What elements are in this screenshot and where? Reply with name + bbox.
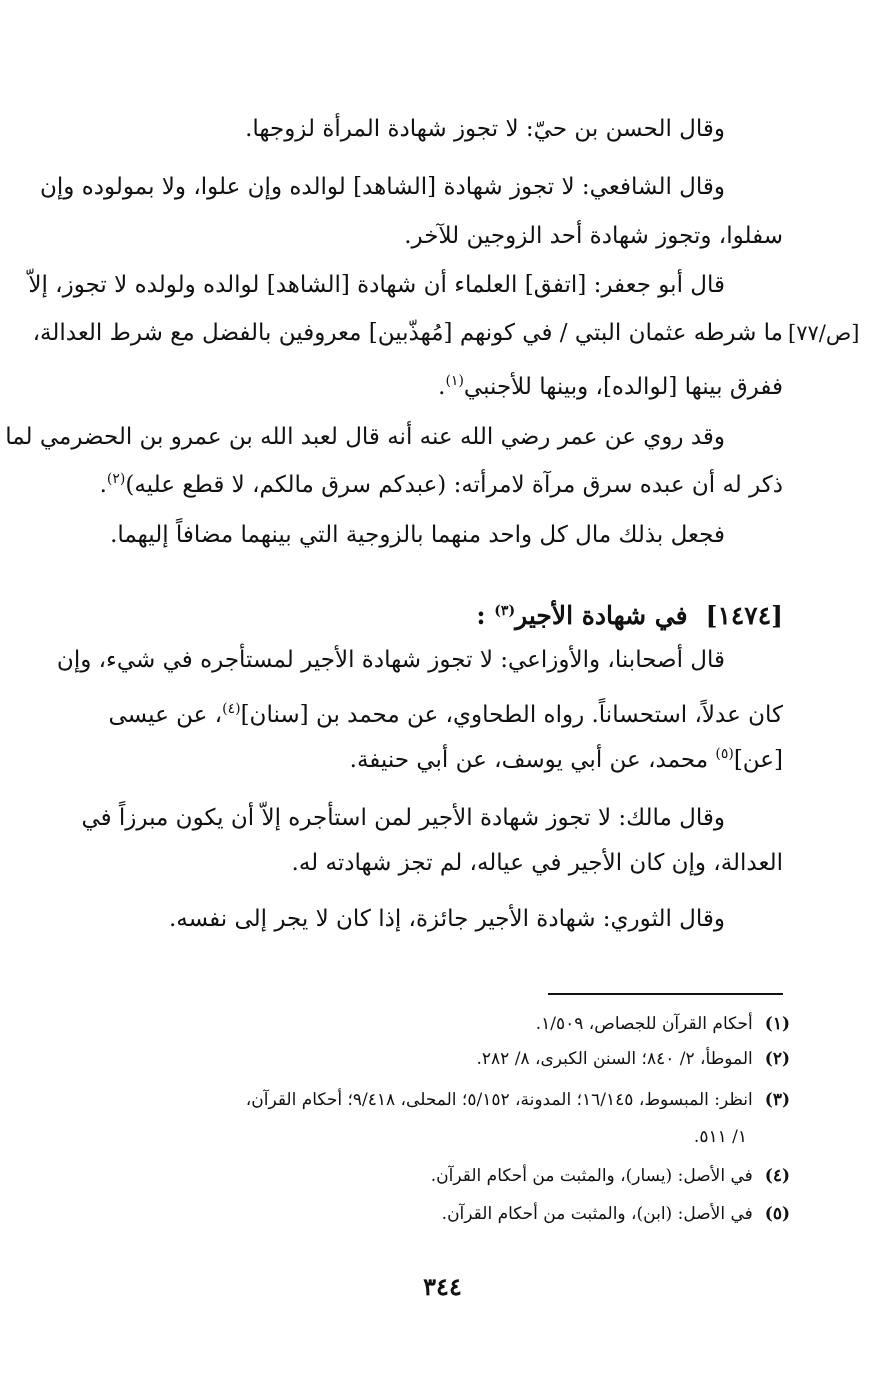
footnote: (١)أحكام القرآن للجصاص، ١/٥٠٩. [535, 1014, 790, 1034]
footnote: (٢)الموطأ، ٢/ ٨٤٠؛ السنن الكبرى، ٨/ ٢٨٢. [476, 1049, 790, 1069]
text-line: [عن]$^{(٥)}$ محمد، عن أبي يوسف، عن أبي حنيفة. [349, 746, 783, 773]
text-line: وقال الثوري: شهادة الأجير جائزة، إذا كان لا يجر إلى نفسه. [168, 906, 725, 932]
page-reference-note: [ص/٧٧] [788, 321, 860, 345]
text-line: وقال الحسن بن حيّ: لا تجوز شهادة المرأة لزوجها. [245, 116, 725, 142]
footnote-ref: (٣) [494, 603, 516, 619]
text-line: قال أصحابنا، والأوزاعي: لا تجوز شهادة الأجير لمستأجره في شيء، وإن [56, 647, 725, 673]
text-line: وقال الشافعي: لا تجوز شهادة [الشاهد] لوالده وإن علوا، ولا بمولوده وإن [40, 174, 725, 200]
text-line: كان عدلاً، استحساناً. رواه الطحاوي، عن محمد بن [سنان]$^{(٤)}$، عن عيسى [108, 701, 783, 728]
text-line: ذكر له أن عبده سرق مرآة لامرأته: (عبدكم سرق مالكم، لا قطع عليه)$^{(٢)}$. [99, 471, 783, 498]
text-line: وقد روي عن عمر رضي الله عنه أنه قال لعبد الله بن عمرو بن الحضرمي لما [5, 424, 725, 450]
footnote: (٤)في الأصل: (يسار)، والمثبت من أحكام القرآن. [430, 1166, 790, 1186]
text-line: ما شرطه عثمان البتي / في كونهم [مُهذّبين] معروفين بالفضل مع شرط العدالة، [32, 320, 783, 346]
section-number: [١٤٧٤] [705, 601, 783, 630]
text-line: وقال مالك: لا تجوز شهادة الأجير لمن استأجره إلاّ أن يكون مبرزاً في [81, 805, 725, 831]
text-line: سفلوا، وتجوز شهادة أحد الزوجين للآخر. [404, 223, 783, 249]
footnote-ref: (٤) [222, 701, 241, 717]
page-number: ٣٤٤ [423, 1272, 462, 1301]
section-heading: [١٤٧٤]في شهادة الأجير$^{(٣)}$ : [476, 601, 783, 630]
text-line: قال أبو جعفر: [اتفق] العلماء أن شهادة [الشاهد] لوالده ولولده لا تجوز، إلاّ [28, 272, 725, 298]
footnote-continuation: ١/ ٥١١. [693, 1127, 747, 1147]
text-line: العدالة، وإن كان الأجير في عياله، لم تجز شهادته له. [291, 850, 783, 876]
text-line: فجعل بذلك مال كل واحد منهما بالزوجية التي بينهما مضافاً إليهما. [110, 522, 725, 548]
footnote-ref: (٢) [106, 471, 126, 487]
footnote-separator [548, 993, 783, 995]
footnote-ref: (١) [445, 373, 464, 389]
section-title: في شهادة الأجير [515, 601, 688, 630]
footnote-ref: (٥) [715, 746, 734, 762]
text-line: ففرق بينها [لوالده]، وبينها للأجنبي$^{(١)}$. [438, 373, 783, 400]
footnote: (٥)في الأصل: (ابن)، والمثبت من أحكام القرآن. [441, 1204, 790, 1224]
footnote: (٣)انظر: المبسوط، ١٦/١٤٥؛ المدونة، ٥/١٥٢؛ المحلى، ٩/٤١٨؛ أحكام القرآن، [245, 1090, 790, 1110]
